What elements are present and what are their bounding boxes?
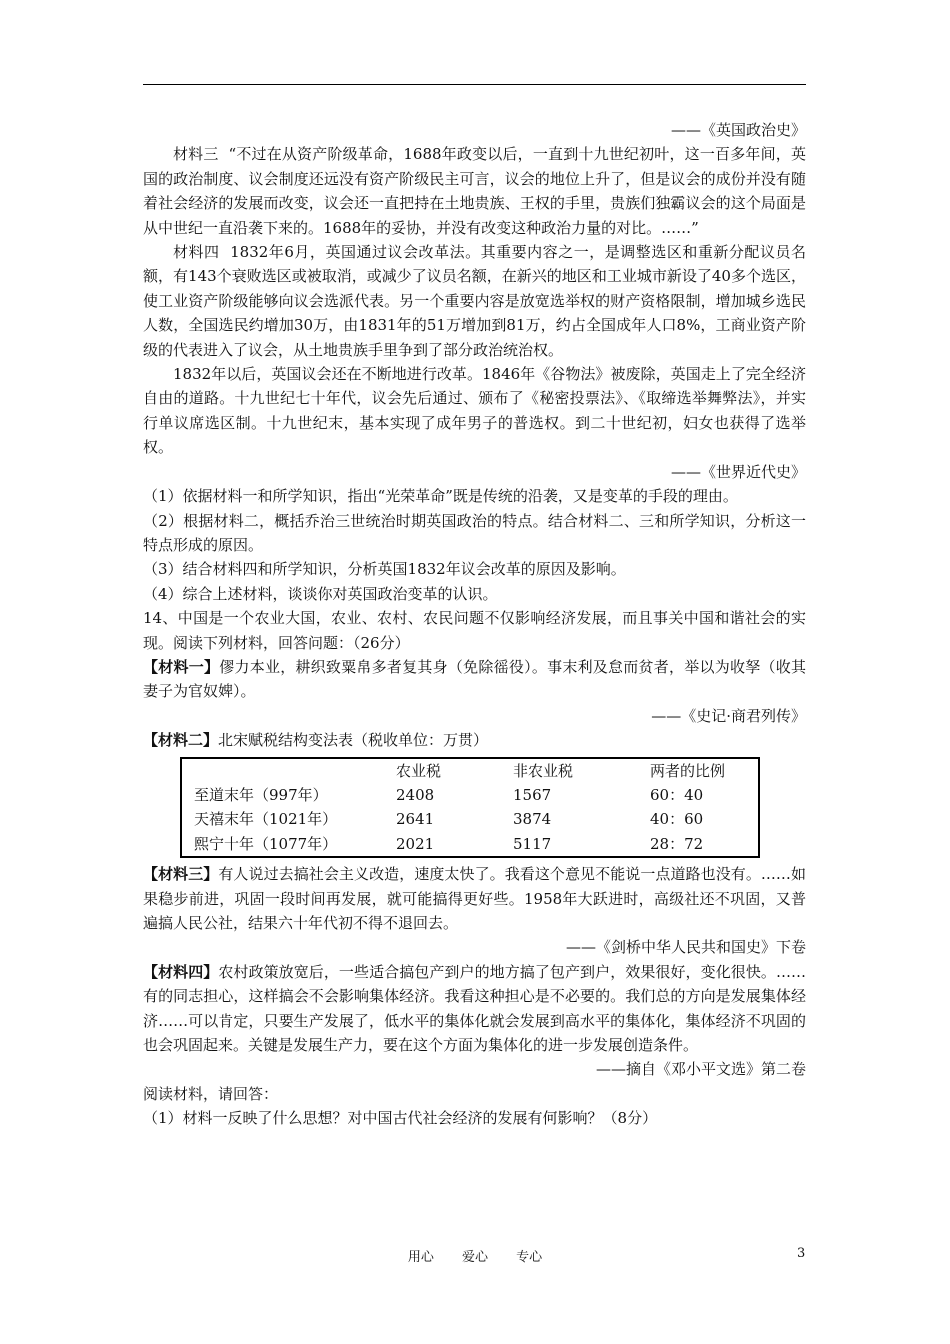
material-label: 【材料一】: [143, 657, 220, 676]
table-cell: 2408: [396, 785, 435, 804]
footer-word: 用心: [407, 1250, 434, 1265]
table-row: [181, 832, 759, 857]
table-header-row: [181, 758, 759, 783]
table-cell: 熙宁十年（1077年）: [194, 834, 338, 853]
header-rule: [143, 84, 806, 85]
material-4: [143, 240, 806, 362]
material-label: 材料四: [173, 243, 220, 262]
material-text: 农村政策放宽后，一些适合搞包产到户的地方搞了包产到户，效果很好，变化很快。……有的同志担心，这样搞会不会影响集体经济。我看这种担心是不必要的。我们总的方向是发展集体经济……可以肯定，只要生产发展了，低水平的集体化就会发展到高水平的集体化，集体经济不巩固的也会巩固起来。关键是发展生产力，要在这个方面为集体化的进一步发展创造条件。: [143, 962, 806, 1055]
question-13-2: （2）根据材料二，概括乔治三世统治时期英国政治的特点。结合材料二、三和所学知识，分析这一特点形成的原因。: [143, 511, 806, 554]
question-13-3: （3）结合材料四和所学知识，分析英国1832年议会改革的原因及影响。: [143, 560, 626, 579]
material-label: 【材料三】: [143, 865, 219, 884]
q14-material-2: [143, 728, 806, 752]
material-3: [143, 142, 806, 240]
table-cell: 3874: [513, 810, 552, 829]
source-citation: ——摘自《邓小平文选》第二卷: [595, 1060, 806, 1079]
table-cell: 1567: [513, 785, 552, 804]
material-text: “不过在从资产阶级革命，1688年政变以后，一直到十九世纪初叶，这一百多年间，英国的政治制度、议会制度还远没有资产阶级民主可言，议会的地位上升了，但是议会的成份并没有随着社会经济的发展而改变，议会还一直把持在土地贵族、王权的手里，贵族们独霸议会的这个局面是从中世纪一直沿袭下来的。1688年的妥协，并没有改变这种政治力量的对比。……”: [143, 145, 806, 237]
table-header: 农业税: [396, 761, 442, 780]
material-4-continued: 1832年以后，英国议会还在不断地进行改革。1846年《谷物法》被废除，英国走上了完全经济自由的道路。十九世纪七十年代，议会先后通过、颁布了《秘密投票法》、《取缔选举舞弊法》，并实行单议席选区制。十九世纪末，基本实现了成年男子的普选权。到二十世纪初，妇女也获得了选举权。: [143, 365, 806, 457]
table-row: [181, 807, 759, 831]
material-label: 【材料四】: [143, 962, 219, 981]
question-14-1: （1）材料一反映了什么思想？对中国古代社会经济的发展有何影响？（8分）: [143, 1109, 658, 1128]
source-citation: ——《史记·商君列传》: [651, 706, 806, 725]
page-number: 3: [797, 1246, 806, 1261]
table-header: 非农业税: [513, 761, 574, 780]
table-cell: 2021: [396, 834, 435, 853]
question-13-4: （4）综合上述材料，谈谈你对英国政治变革的认识。: [143, 584, 498, 603]
table-cell: 5117: [513, 834, 552, 853]
q14-material-1: [143, 655, 806, 704]
footer-word: 爱心: [461, 1250, 488, 1265]
table-header: [181, 758, 384, 783]
source-citation: ——《世界近代史》: [670, 462, 806, 481]
footer-word: 专心: [516, 1250, 543, 1265]
table-caption: 北宋赋税结构变法表（税收单位：万贯）: [218, 731, 489, 750]
page-footer: [0, 1246, 950, 1265]
question-13-1: （1）依据材料一和所学知识，指出“光荣革命”既是传统的沿袭，又是变革的手段的理由。: [143, 487, 738, 506]
q14-material-3: [143, 862, 806, 935]
table-row: [181, 783, 759, 807]
table-cell: 40：60: [650, 810, 704, 829]
question-14-intro: 14、中国是一个农业大国，农业、农村、农民问题不仅影响经济发展，而且事关中国和谐社会的实现。阅读下列材料，回答问题：（26分）: [143, 609, 806, 652]
page-content: [143, 118, 806, 1131]
material-text: 1832年6月，英国通过议会改革法。其重要内容之一，是调整选区和重新分配议员名额，有143个衰败选区或被取消，或减少了议员名额，在新兴的地区和工业城市新设了40多个选区，使工业资产阶级能够向议会选派代表。另一个重要内容是放宽选举权的财产资格限制，增加城乡选民人数，全国选民约增加30万，由1831年的51万增加到81万，约占全国成年人口8%，工商业资产阶级的代表进入了议会，从土地贵族手里争到了部分政治统治权。: [143, 243, 806, 359]
table-cell: 60：40: [650, 785, 704, 804]
material-text: 僇力本业，耕织致粟帛多者复其身（免除徭役）。事末利及怠而贫者，举以为收孥（收其妻子为官奴婢）。: [143, 657, 806, 701]
q14-material-4: [143, 960, 806, 1058]
table-cell: 天禧末年（1021年）: [194, 810, 338, 829]
table-cell: 至道末年（997年）: [194, 785, 328, 804]
answer-prompt: 阅读材料，请回答：: [143, 1084, 279, 1103]
table-cell: 2641: [396, 810, 435, 829]
tax-structure-table: [180, 757, 760, 859]
material-label: 【材料二】: [143, 731, 219, 750]
material-label: 材料三: [173, 145, 219, 164]
table-header: 两者的比例: [650, 761, 726, 780]
source-citation: ——《英国政治史》: [670, 121, 806, 139]
source-citation: ——《剑桥中华人民共和国史》下卷: [565, 938, 806, 957]
material-text: 有人说过去搞社会主义改造，速度太快了。我看这个意见不能说一点道路也没有。……如果稳步前进，巩固一段时间再发展，就可能搞得更好些。1958年大跃进时，高级社还不巩固，又普遍搞人民公社，结果六十年代初不得不退回去。: [143, 865, 806, 932]
table-cell: 28：72: [650, 834, 704, 853]
